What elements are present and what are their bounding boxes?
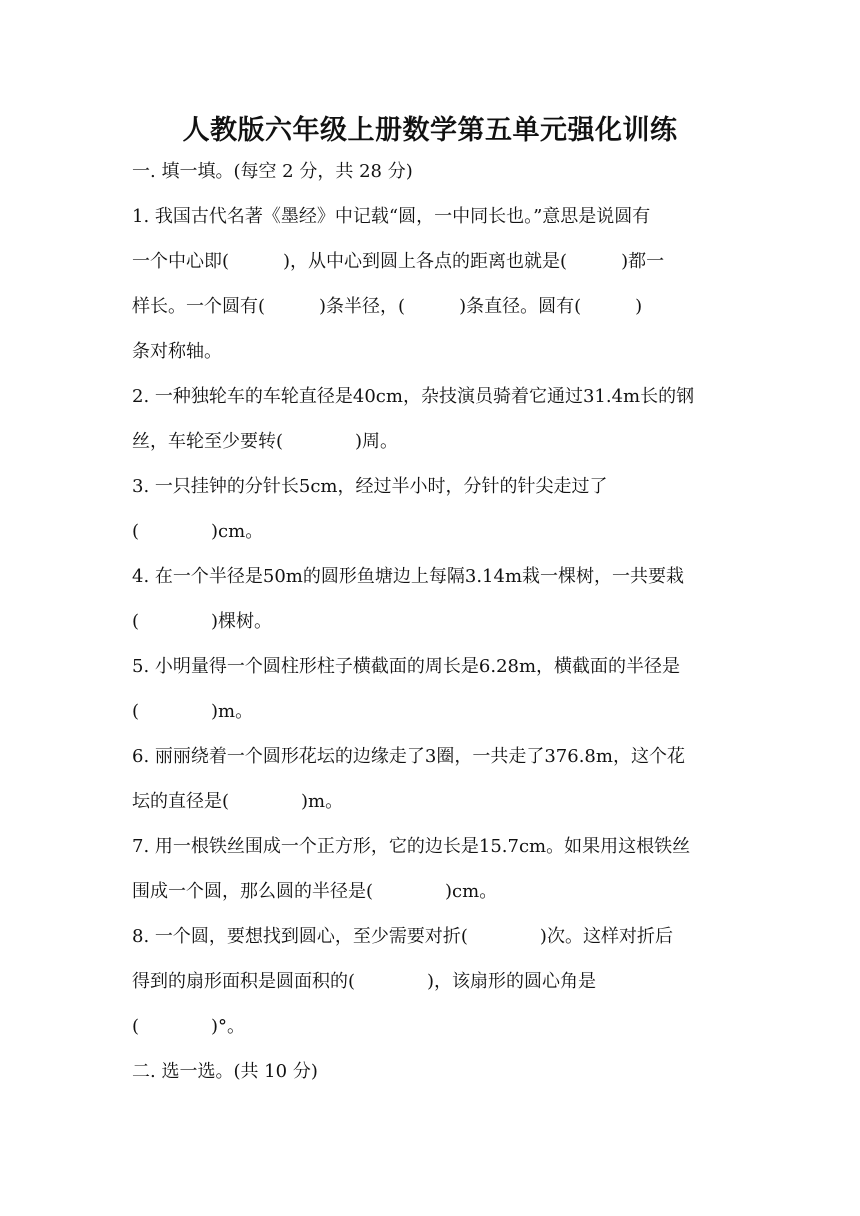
page-title: 人教版六年级上册数学第五单元强化训练	[182, 115, 678, 146]
question-8-line-3: ( )°。	[132, 1016, 246, 1037]
question-3-line-2: ( )cm。	[132, 521, 264, 542]
question-1-line-1: 1. 我国古代名著《墨经》中记载“圆，一中同长也。”意思是说圆有	[132, 206, 651, 227]
section-heading-fill: 一. 填一填。(每空 2 分，共 28 分)	[132, 161, 413, 182]
question-1-line-2: 一个中心即( )，从中心到圆上各点的距离也就是( )都一	[132, 251, 665, 272]
question-7-line-2: 围成一个圆，那么圆的半径是( )cm。	[132, 881, 498, 902]
question-1-line-3: 样长。一个圆有( )条半径，( )条直径。圆有( )	[132, 296, 643, 317]
question-8-line-2: 得到的扇形面积是圆面积的( )，该扇形的圆心角是	[132, 971, 597, 992]
question-6-line-1: 6. 丽丽绕着一个圆形花坛的边缘走了3圈，一共走了376.8m，这个花	[132, 746, 685, 767]
question-7-line-1: 7. 用一根铁丝围成一个正方形，它的边长是15.7cm。如果用这根铁丝	[132, 836, 691, 857]
question-6-line-2: 坛的直径是( )m。	[132, 791, 344, 812]
question-3-line-1: 3. 一只挂钟的分针长5cm，经过半小时，分针的针尖走过了	[132, 476, 608, 497]
question-8-line-1: 8. 一个圆，要想找到圆心，至少需要对折( )次。这样对折后	[132, 926, 673, 947]
question-2-line-1: 2. 一种独轮车的车轮直径是40cm，杂技演员骑着它通过31.4m长的钢	[132, 386, 695, 407]
question-4-line-2: ( )棵树。	[132, 611, 273, 632]
section-heading-choose: 二. 选一选。(共 10 分)	[132, 1061, 318, 1082]
question-2-line-2: 丝，车轮至少要转( )周。	[132, 431, 399, 452]
question-4-line-1: 4. 在一个半径是50m的圆形鱼塘边上每隔3.14m栽一棵树，一共要栽	[132, 566, 685, 587]
question-5-line-1: 5. 小明量得一个圆柱形柱子横截面的周长是6.28m，横截面的半径是	[132, 656, 681, 677]
question-5-line-2: ( )m。	[132, 701, 254, 722]
question-1-line-4: 条对称轴。	[132, 341, 222, 362]
